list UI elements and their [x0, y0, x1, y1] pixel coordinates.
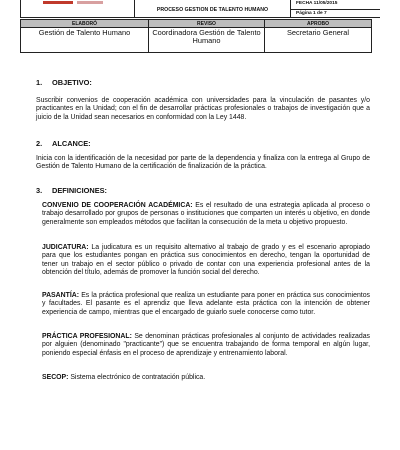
section-heading-alcance: [36, 139, 91, 148]
definition-item: [42, 292, 370, 317]
elaboro-value: Gestión de Talento Humano: [21, 28, 149, 53]
objetivo-text: Suscribir convenios de cooperación académica con universidades para la vinculación de pasantes y/o practicantes en la Unidad; con el fin de desarrollar prácticas profesionales o trabajos de investigación que a juicio de la Unidad sean necesarios en conformidad con la Ley 1448.: [36, 97, 370, 121]
logo-text-icon: [77, 1, 103, 4]
definition-text: Es la práctica profesional que realiza un estudiante para poner en práctica sus conocimientos y facultades. El pasante es el aprendiz que lleva adelante esta práctica con la intención de obtener experiencia de campo, mientras que el encargado de guiarlo suele conocerse como tutor.: [42, 292, 370, 316]
section-heading-objetivo: [36, 78, 92, 87]
definition-term: PASANTÍA:: [42, 292, 80, 299]
signature-table: [20, 19, 371, 51]
section-number: 2.: [36, 139, 43, 148]
alcance-text: Inicia con la identificación de la necesidad por parte de la dependencia y finaliza con la entrega al Grupo de Gestión de Talento Humano de la certificación de finalización de la práctica.: [36, 155, 370, 171]
logo-icon: [43, 1, 73, 4]
aprobo-header: APROBO: [265, 20, 372, 28]
definition-term: PRÁCTICA PROFESIONAL:: [42, 333, 132, 340]
meta-divider: [291, 9, 380, 10]
definition-term: SECOP:: [42, 374, 69, 381]
process-title: PROCESO GESTION DE TALENTO HUMANO: [156, 7, 269, 13]
section-number: 1.: [36, 78, 43, 87]
reviso-value: Coordinadora Gestión de Talento Humano: [149, 28, 265, 53]
meta-cell: [290, 0, 380, 18]
section-number: 3.: [36, 186, 43, 195]
aprobo-value: Secretario General: [265, 28, 372, 53]
page-number: Página 1 de 7: [296, 11, 327, 16]
section-heading-definiciones: [36, 186, 107, 195]
definition-text: Es el resultado de una estrategia aplicada al proceso o trabajo desarrollado por grupos de personas o instituciones que comparten un interés u objetivo, en donde generalmente son empleados métodos que facilitan la consecución de la meta u objetivo propuesto.: [42, 202, 370, 226]
definition-term: CONVENIO DE COOPERACIÓN ACADÉMICA:: [42, 202, 193, 209]
section-title: OBJETIVO:: [52, 78, 92, 87]
reviso-header: REVISO: [149, 20, 265, 28]
document-header: [20, 0, 380, 19]
logo-cell: [20, 0, 135, 18]
section-title: ALCANCE:: [52, 139, 91, 148]
definition-item: [42, 202, 370, 227]
definition-item: [42, 374, 370, 382]
definition-term: JUDICATURA:: [42, 244, 89, 251]
definition-text: Sistema electrónico de contratación pública.: [68, 374, 206, 381]
section-title: DEFINICIONES:: [52, 186, 108, 195]
definition-text: Se denominan prácticas profesionales al conjunto de actividades realizadas por alguien (denominado "practicante") que se encuentra trabajando de forma temporal en algún lugar, poniendo especial énfasis en el proceso de aprendizaje y entrenamiento laboral.: [42, 333, 371, 357]
definition-text: La judicatura es un requisito alternativo al trabajo de grado y es el escenario apropiado para que los estudiantes pongan en práctica sus conocimientos en derecho, tengan la oportunidad de tener un trabajo en el sector público o privado de contar con una experiencia profesional antes de la obtención del título, además de promover la función social del derecho.: [42, 244, 370, 277]
elaboro-header: ELABORÓ: [21, 20, 149, 28]
definition-item: [42, 244, 370, 278]
definition-item: [42, 333, 370, 358]
fecha-label: FECHA 11/05/2015: [296, 1, 338, 6]
process-title-cell: [134, 0, 291, 18]
